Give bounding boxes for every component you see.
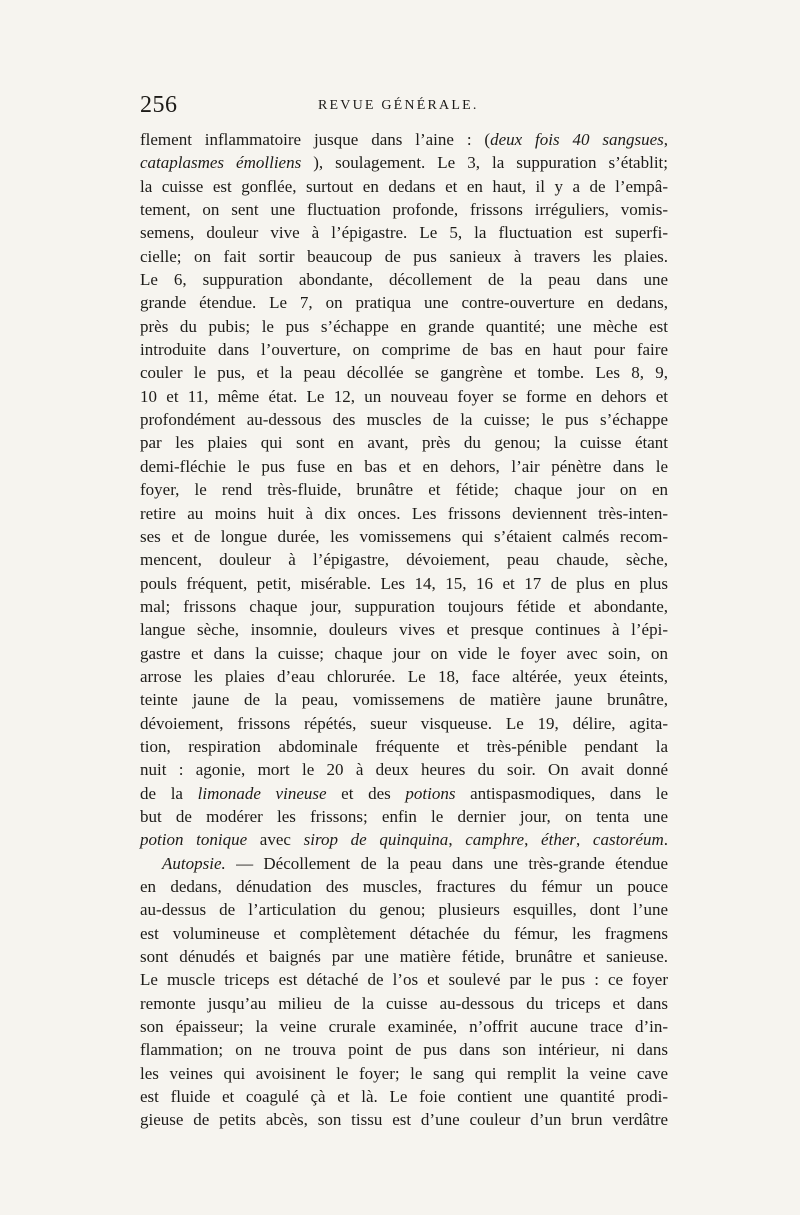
text-segment: , bbox=[575, 830, 593, 850]
italic-segment: castoréum bbox=[592, 830, 664, 850]
text-segment: 10 et 11, même état. Le 12, un nouveau foyer se forme en dehors et bbox=[140, 386, 668, 406]
text-line bbox=[140, 712, 668, 735]
text-segment: — Décollement de la peau dans une très-grande étendue bbox=[225, 853, 668, 873]
text-segment: en dedans, dénudation des muscles, fractures du fémur un pouce bbox=[140, 877, 668, 896]
page-header bbox=[140, 92, 668, 122]
text-line bbox=[140, 852, 668, 875]
text-line bbox=[140, 992, 668, 1015]
text-segment: au-dessus de l’articulation du genou; plusieurs esquilles, dont l’une bbox=[140, 900, 668, 920]
text-line bbox=[140, 338, 668, 361]
text-line bbox=[140, 922, 668, 945]
text-line bbox=[140, 665, 668, 688]
text-line bbox=[140, 828, 668, 851]
text-segment: flement inflammatoire jusque dans l’aine : ( bbox=[140, 130, 491, 149]
italic-segment: camphre bbox=[465, 830, 525, 850]
text-line bbox=[140, 268, 668, 291]
text-line bbox=[140, 805, 668, 828]
text-line bbox=[140, 408, 668, 431]
text-segment: teinte jaune de la peau, vomissemens de matière jaune brunâtre, bbox=[140, 690, 668, 710]
italic-segment: cataplasmes émolliens bbox=[140, 153, 302, 173]
text-segment: gieuse de petits abcès, son tissu est d’une couleur d’un brun verdâtre bbox=[140, 1110, 668, 1130]
text-segment: avec bbox=[247, 830, 304, 850]
text-segment: , bbox=[524, 830, 542, 850]
text-line bbox=[140, 642, 668, 665]
text-line bbox=[140, 1085, 668, 1108]
text-line bbox=[140, 572, 668, 595]
text-line bbox=[140, 198, 668, 221]
text-line bbox=[140, 758, 668, 781]
italic-segment: éther bbox=[541, 830, 576, 850]
text-segment: arrose les plaies d’eau chlorurée. Le 18, face altérée, yeux éteints, bbox=[140, 666, 668, 686]
text-segment: flammation; on ne trouva point de pus dans son intérieur, ni dans bbox=[140, 1040, 668, 1060]
text-segment: retire au moins huit à dix onces. Les frissons deviennent très-inten- bbox=[140, 503, 668, 523]
text-segment: nuit : agonie, mort le 20 à deux heures du soir. On avait donné bbox=[140, 760, 668, 780]
italic-segment: limonade vineuse bbox=[197, 783, 327, 803]
text-segment: et des bbox=[326, 783, 406, 803]
text-segment: par les plaies qui sont en avant, près du genou; la cuisse étant bbox=[140, 433, 668, 453]
text-line bbox=[140, 735, 668, 758]
text-segment: près du pubis; le pus s’échappe en grande quantité; une mèche est bbox=[140, 316, 668, 336]
text-line bbox=[140, 688, 668, 711]
text-segment: introduite dans l’ouverture, on comprime de bas en haut pour faire bbox=[140, 340, 668, 360]
text-segment: sont dénudés et baignés par une matière fétide, brunâtre et sanieuse. bbox=[140, 947, 668, 967]
text-line bbox=[140, 315, 668, 338]
text-line bbox=[140, 128, 668, 151]
text-segment: les veines qui avoisinent le foyer; le sang qui remplit la veine cave bbox=[140, 1063, 668, 1083]
text-segment: remonte jusqu’au milieu de la cuisse au-dessous du triceps et dans bbox=[140, 993, 668, 1013]
text-segment: est volumineuse et complètement détachée du fémur, les fragmens bbox=[140, 923, 668, 943]
text-segment: mal; frissons chaque jour, suppuration toujours fétide et abondante, bbox=[140, 596, 668, 616]
text-line bbox=[140, 782, 668, 805]
text-segment: ses et de longue durée, les vomissemens qui s’étaient calmés recom- bbox=[140, 526, 668, 546]
text-segment: pouls fréquent, petit, misérable. Les 14, 15, 16 et 17 de plus en plus bbox=[140, 573, 668, 593]
text-line bbox=[140, 385, 668, 408]
text-line bbox=[140, 968, 668, 991]
text-segment: son épaisseur; la veine crurale examinée, n’offrit aucune trace d’in- bbox=[140, 1017, 668, 1037]
text-segment: semens, douleur vive à l’épigastre. Le 5, la fluctuation est superfi- bbox=[140, 223, 668, 243]
text-segment: , bbox=[448, 830, 466, 850]
text-line bbox=[140, 478, 668, 501]
text-line bbox=[140, 595, 668, 618]
text-segment: ), soulagement. Le 3, la suppuration s’établit; bbox=[301, 153, 668, 173]
text-line bbox=[140, 1015, 668, 1038]
running-title: REVUE GÉNÉRALE. bbox=[318, 98, 479, 113]
text-line bbox=[140, 945, 668, 968]
text-line bbox=[140, 1062, 668, 1085]
body-text bbox=[140, 128, 668, 1132]
text-segment: mencent, douleur à l’épigastre, dévoiement, peau chaude, sèche, bbox=[140, 550, 668, 570]
text-line bbox=[140, 431, 668, 454]
text-segment: dévoiement, frissons répétés, sueur visqueuse. Le 19, délire, agita- bbox=[140, 713, 668, 733]
text-segment: foyer, le rend très-fluide, brunâtre et fétide; chaque jour on en bbox=[140, 480, 668, 500]
text-segment: Le muscle triceps est détaché de l’os et soulevé par le pus : ce foyer bbox=[140, 970, 668, 990]
text-line bbox=[140, 151, 668, 174]
text-segment: Le 6, suppuration abondante, décollement de la peau dans une bbox=[140, 270, 668, 290]
text-segment: . bbox=[663, 830, 668, 850]
text-segment: grande étendue. Le 7, on pratiqua une contre-ouverture en dedans, bbox=[140, 293, 668, 313]
text-line bbox=[140, 875, 668, 898]
text-segment: antispasmodiques, dans le bbox=[455, 783, 668, 803]
text-segment: tement, on sent une fluctuation profonde, frissons irréguliers, vomis- bbox=[140, 200, 668, 220]
italic-segment: potions bbox=[405, 783, 456, 803]
text-line bbox=[140, 502, 668, 525]
italic-segment: deux fois 40 sangsues bbox=[490, 130, 664, 149]
text-segment: demi-fléchie le pus fuse en bas et en dehors, l’air pénètre dans le bbox=[140, 456, 668, 476]
text-line bbox=[140, 1038, 668, 1061]
text-segment: cielle; on fait sortir beaucoup de pus sanieux à travers les plaies. bbox=[140, 246, 668, 266]
text-segment: tion, respiration abdominale fréquente et très-pénible pendant la bbox=[140, 736, 668, 756]
text-segment: profondément au-dessous des muscles de la cuisse; le pus s’échappe bbox=[140, 410, 668, 430]
text-segment: , bbox=[663, 130, 668, 149]
text-segment: est fluide et coagulé çà et là. Le foie contient une quantité prodi- bbox=[140, 1087, 668, 1107]
italic-segment: potion tonique bbox=[140, 830, 248, 850]
text-line bbox=[140, 548, 668, 571]
text-line bbox=[140, 898, 668, 921]
page-number: 256 bbox=[140, 92, 178, 118]
text-segment: la cuisse est gonflée, surtout en dedans et en haut, il y a de l’empâ- bbox=[140, 176, 668, 196]
text-segment: couler le pus, et la peau décollée se gangrène et tombe. Les 8, 9, bbox=[140, 363, 668, 383]
text-segment: gastre et dans la cuisse; chaque jour on vide le foyer avec soin, on bbox=[140, 643, 668, 663]
italic-segment: sirop de quinquina bbox=[303, 830, 449, 850]
text-line bbox=[140, 221, 668, 244]
italic-segment: Autopsie. bbox=[162, 853, 226, 873]
text-line bbox=[140, 245, 668, 268]
text-segment: langue sèche, insomnie, douleurs vives et presque continues à l’épi- bbox=[140, 620, 668, 640]
text-line bbox=[140, 361, 668, 384]
text-line bbox=[140, 291, 668, 314]
text-line bbox=[140, 525, 668, 548]
text-line bbox=[140, 1108, 668, 1131]
text-segment: de la bbox=[140, 783, 198, 803]
text-line bbox=[140, 455, 668, 478]
text-segment: but de modérer les frissons; enfin le dernier jour, on tenta une bbox=[140, 806, 668, 826]
text-line bbox=[140, 175, 668, 198]
text-line bbox=[140, 618, 668, 641]
